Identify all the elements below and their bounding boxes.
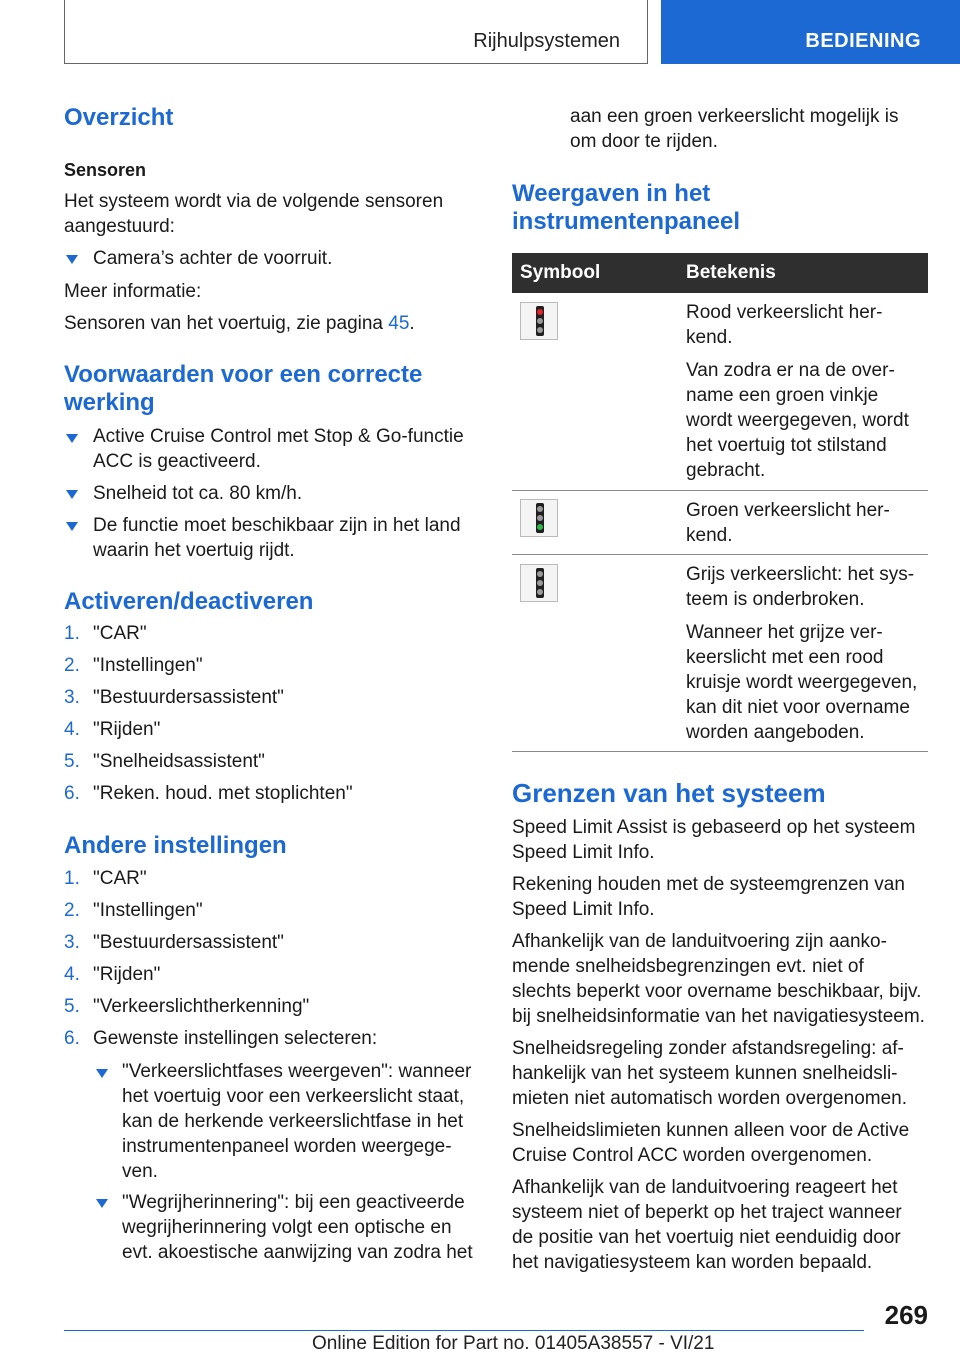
step-text: "Reken. houd. met stoplichten"	[93, 783, 353, 804]
step-number: 2.	[64, 900, 80, 921]
bullet-icon	[66, 522, 78, 531]
page-number: 269	[884, 1300, 928, 1330]
step-text: "CAR"	[93, 868, 147, 889]
continued-text: aan een groen verkeerslicht mogelijk is om door te rijden.	[570, 106, 899, 152]
bullet-icon	[66, 490, 78, 499]
activate-heading: Activeren/deactiveren	[64, 588, 314, 615]
paragraph: Rekening houden met de systeemgrenzen van Speed Limit Info.	[512, 874, 905, 920]
step-number: 3.	[64, 687, 80, 708]
conditions-heading: Voorwaarden voor een correcte werking	[64, 361, 423, 416]
col-header-symbol: Symbool	[520, 262, 601, 283]
step-text: "Rijden"	[93, 964, 161, 985]
step-text: "Rijden"	[93, 719, 161, 740]
section-title: Rijhulpsystemen	[473, 30, 620, 52]
table-row-divider	[512, 554, 928, 555]
step-number: 5.	[64, 996, 80, 1017]
step-number: 2.	[64, 655, 80, 676]
table-row-divider	[512, 490, 928, 491]
sub-bullet: "Wegrijherinnering": bij een geactiveerde wegrijherinnering volgt een optische en evt. akoestische aanwijzing van zodra het	[122, 1192, 473, 1263]
step-number: 1.	[64, 868, 80, 889]
step-number: 3.	[64, 932, 80, 953]
paragraph: Afhankelijk van de landuitvoering reageert het systeem niet of beperkt op het traject wanneer de positie van het voertuig niet eenduidig door het navigatiesysteem kan worden bepaald.	[512, 1177, 902, 1273]
paragraph: Snelheidslimieten kunnen alleen voor de Active Cruise Control ACC worden overgenomen.	[512, 1120, 910, 1166]
sensors-text: Het systeem wordt via de volgende sensoren aangestuurd:	[64, 191, 444, 237]
overview-heading: Overzicht	[64, 104, 174, 131]
step-text: "Bestuurdersassistent"	[93, 687, 284, 708]
display-heading: Weergaven in het instrumentenpaneel	[512, 180, 741, 235]
table-row-divider	[512, 751, 928, 752]
table-cell-meaning: Groen verkeerslicht her- kend.	[686, 500, 890, 546]
chapter-tab-label: BEDIENING	[805, 30, 921, 52]
paragraph: Snelheidsregeling zonder afstandsregeling: af- hankelijk van het systeem kunnen snelheidsli- mieten niet automatisch worden overgenomen.	[512, 1038, 908, 1109]
other-settings-heading: Andere instellingen	[64, 832, 287, 859]
activate-steps	[64, 621, 353, 813]
step-number: 6.	[64, 1028, 80, 1049]
limits-body	[512, 815, 932, 1275]
paragraph: Afhankelijk van de landuitvoering zijn aanko- mende snelheidsbegrenzingen evt. niet of slechts beperkt voor overname beschikbaar, bijv. bij snelheidsinformatie van het navigatiesysteem.	[512, 931, 925, 1027]
sensors-bullet: Camera’s achter de voorruit.	[93, 248, 333, 269]
condition-item: Active Cruise Control met Stop & Go-functie ACC is geactiveerd.	[93, 426, 464, 472]
sensors-heading: Sensoren	[64, 160, 147, 180]
condition-item: De functie moet beschikbaar zijn in het land waarin het voertuig rijdt.	[93, 515, 461, 561]
sub-bullet: "Verkeerslichtfases weergeven": wanneer het voertuig voor een verkeerslicht staat, kan de herkende verkeerslichtfase in het instrumentenpaneel worden weergege- ven.	[122, 1061, 472, 1182]
step-text: "Snelheidsassistent"	[93, 751, 265, 772]
limits-heading: Grenzen van het systeem	[512, 778, 826, 808]
traffic-light-grey-icon	[520, 564, 558, 602]
col-header-meaning: Betekenis	[686, 262, 776, 283]
step-text: "Verkeerslichtherkenning"	[93, 996, 310, 1017]
page-link[interactable]: 45	[388, 313, 410, 334]
step-number: 5.	[64, 751, 80, 772]
step-number: 1.	[64, 623, 80, 644]
condition-item: Snelheid tot ca. 80 km/h.	[93, 483, 303, 504]
bullet-icon	[66, 434, 78, 443]
footer-divider	[64, 1330, 864, 1331]
table-cell-meaning: Rood verkeerslicht her- kend. Van zodra er na de over- name een groen vinkje wordt weergegeven, wordt het voertuig tot stilstand gebracht.	[686, 302, 909, 481]
bullet-icon	[96, 1199, 108, 1208]
table-cell-meaning: Grijs verkeerslicht: het sys- teem is onderbroken. Wanneer het grijze ver- keerslicht met een rood kruisje wordt weergegeven, kan dit niet voor overname worden aangeboden.	[686, 564, 918, 743]
sensors-reference: Sensoren van het voertuig, zie pagina 45.	[64, 313, 415, 334]
edition-text: Online Edition for Part no. 01405A38557 - VI/21	[312, 1333, 715, 1354]
step-text: "Instellingen"	[93, 655, 203, 676]
bullet-icon	[96, 1069, 108, 1078]
step-text: "Bestuurdersassistent"	[93, 932, 284, 953]
paragraph: Speed Limit Assist is gebaseerd op het systeem Speed Limit Info.	[512, 817, 916, 863]
step-number: 4.	[64, 719, 80, 740]
traffic-light-green-icon	[520, 499, 558, 537]
step-text: "CAR"	[93, 623, 147, 644]
step-number: 4.	[64, 964, 80, 985]
traffic-light-red-icon	[520, 302, 558, 340]
bullet-icon	[66, 255, 78, 264]
more-info-label: Meer informatie:	[64, 281, 202, 302]
other-steps	[64, 866, 377, 1058]
step-text: "Instellingen"	[93, 900, 203, 921]
step-number: 6.	[64, 783, 80, 804]
step-text: Gewenste instellingen selecteren:	[93, 1028, 378, 1049]
